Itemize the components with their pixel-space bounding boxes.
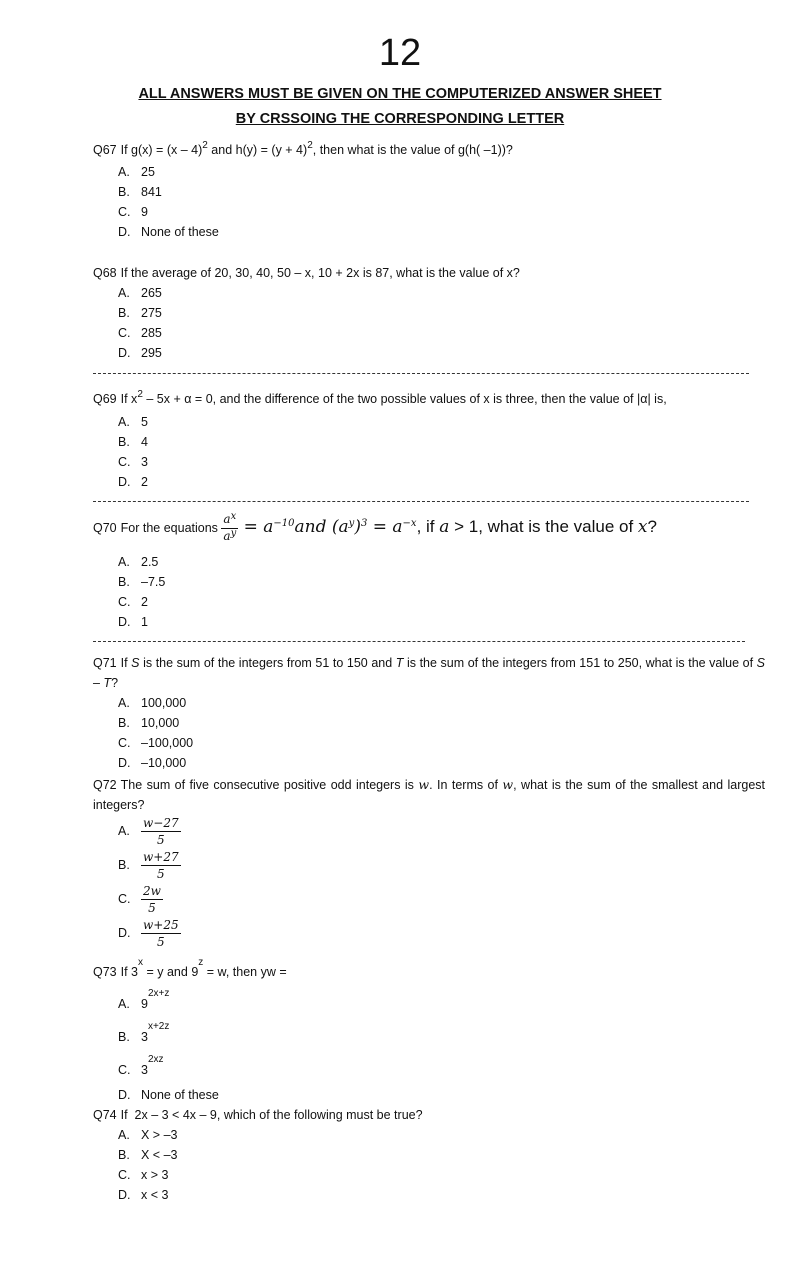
- question-text: , then what is the value of g(h( –1))?: [312, 143, 513, 157]
- question-text: If x: [120, 392, 138, 406]
- question-number: Q71: [93, 656, 117, 670]
- option-a[interactable]: [118, 988, 170, 1016]
- option-text: –10,000: [141, 756, 187, 770]
- option-letter: A.: [118, 555, 130, 569]
- exponent: 3: [360, 517, 368, 529]
- question-text: = w, then yw =: [203, 965, 287, 979]
- option-letter: C.: [118, 891, 131, 906]
- exponent: −10: [273, 517, 295, 529]
- question-text: = y and 9: [143, 965, 199, 979]
- fraction-numerator: w−27: [143, 816, 179, 830]
- question-text: If g(x) = (x – 4): [120, 143, 203, 157]
- option-d[interactable]: [118, 222, 219, 242]
- fraction: [141, 917, 181, 950]
- option-text: None of these: [141, 1088, 219, 1102]
- question-68: [93, 263, 765, 283]
- question-number: Q68: [93, 266, 117, 280]
- option-letter: C.: [118, 205, 131, 219]
- option-letter: A.: [118, 286, 130, 300]
- option-text: 295: [141, 346, 162, 360]
- exponent: 2: [137, 389, 143, 400]
- option-a[interactable]: [118, 412, 148, 432]
- question-text: is the sum of the integers from 51 to 150 and: [139, 656, 396, 670]
- option-text: 265: [141, 286, 162, 300]
- option-letter: D.: [118, 225, 131, 239]
- question-71: [93, 653, 765, 693]
- option-letter: D.: [118, 756, 131, 770]
- option-text: 841: [141, 185, 162, 199]
- option-letter: B.: [118, 1030, 130, 1044]
- question-number: Q69: [93, 392, 117, 406]
- fraction-numerator: w+27: [143, 850, 179, 864]
- question-text: If 3: [120, 965, 139, 979]
- question-number: Q67: [93, 143, 117, 157]
- exponent: y: [230, 528, 237, 539]
- option-text: 275: [141, 306, 162, 320]
- option-b[interactable]: [118, 849, 181, 882]
- fraction-denominator: 5: [141, 831, 181, 848]
- fraction-numerator: w+25: [143, 918, 179, 932]
- option-c[interactable]: [118, 883, 163, 916]
- option-text: X < –3: [141, 1148, 178, 1162]
- option-d[interactable]: [118, 753, 186, 773]
- option-text: 285: [141, 326, 162, 340]
- fraction-denominator: a: [223, 529, 231, 543]
- exponent: 2x+z: [147, 988, 170, 999]
- option-letter: C.: [118, 1063, 131, 1077]
- option-text: x < 3: [141, 1188, 169, 1202]
- option-text: –100,000: [141, 736, 194, 750]
- option-text: X > –3: [141, 1128, 178, 1142]
- option-letter: A.: [118, 415, 130, 429]
- fraction-numerator: a: [223, 512, 231, 526]
- question-text: and h(y) = (y + 4): [207, 143, 308, 157]
- fraction-denominator: 5: [141, 933, 181, 950]
- option-letter: D.: [118, 346, 131, 360]
- variable: w: [502, 777, 514, 792]
- equation-part: = a: [238, 516, 274, 537]
- instructions-line-1: ALL ANSWERS MUST BE GIVEN ON THE COMPUTERIZED ANSWER SHEET: [138, 86, 662, 102]
- option-text: x > 3: [141, 1168, 169, 1182]
- fraction: [141, 883, 163, 916]
- variable: x: [637, 516, 648, 537]
- question-text: If the average of 20, 30, 40, 50 – x, 10 + 2x is 87, what is the value of x?: [120, 266, 520, 280]
- question-text: For the equations: [120, 520, 218, 535]
- option-text: 2: [141, 475, 148, 489]
- equation-part: = a: [367, 516, 403, 537]
- option-d[interactable]: [118, 917, 181, 950]
- option-text: 100,000: [141, 696, 187, 710]
- question-number: Q72: [93, 778, 117, 792]
- option-c[interactable]: [118, 1165, 168, 1185]
- option-text: –7.5: [141, 575, 166, 589]
- question-text: > 1, what is the value of: [449, 516, 638, 536]
- expression: S – T: [93, 656, 765, 690]
- option-text: None of these: [141, 225, 219, 239]
- question-text: , what is the sum of the smallest and largest integers?: [93, 778, 765, 812]
- exponent: x: [138, 957, 144, 968]
- question-73: [93, 957, 765, 984]
- option-a[interactable]: [118, 1125, 178, 1145]
- option-b[interactable]: [118, 1021, 170, 1049]
- option-c[interactable]: [118, 733, 193, 753]
- option-letter: B.: [118, 1148, 130, 1162]
- exponent: z: [198, 957, 204, 968]
- option-letter: D.: [118, 925, 131, 940]
- option-d[interactable]: [118, 343, 162, 363]
- option-letter: D.: [118, 1188, 131, 1202]
- fraction-denominator: 5: [141, 899, 163, 916]
- variable: w: [418, 777, 430, 792]
- option-c[interactable]: [118, 202, 148, 222]
- exponent: −x: [402, 517, 417, 529]
- exponent: x: [230, 511, 237, 522]
- variable: a: [439, 516, 450, 537]
- option-b[interactable]: [118, 432, 148, 452]
- option-d[interactable]: [118, 472, 148, 492]
- option-letter: B.: [118, 185, 130, 199]
- option-a[interactable]: [118, 162, 155, 182]
- option-letter: C.: [118, 326, 131, 340]
- option-letter: C.: [118, 736, 131, 750]
- power-base: 3: [141, 1030, 148, 1044]
- question-number: Q74: [93, 1108, 117, 1122]
- option-text: 4: [141, 435, 148, 449]
- option-a[interactable]: [118, 815, 181, 848]
- option-b[interactable]: [118, 1145, 178, 1165]
- option-letter: D.: [118, 475, 131, 489]
- question-text: If: [120, 656, 132, 670]
- option-text: 1: [141, 615, 148, 629]
- option-letter: D.: [118, 1088, 131, 1102]
- dashed-separator: [93, 501, 749, 502]
- option-a[interactable]: [118, 693, 186, 713]
- option-c[interactable]: [118, 323, 162, 343]
- question-text: If 2x – 3 < 4x – 9, which of the following must be true?: [120, 1108, 423, 1122]
- option-text: 2.5: [141, 555, 159, 569]
- option-letter: A.: [118, 696, 130, 710]
- option-text: 25: [141, 165, 155, 179]
- option-letter: A.: [118, 165, 130, 179]
- option-c[interactable]: [118, 452, 148, 472]
- exponent: 2: [307, 140, 313, 151]
- exponent: 2xz: [147, 1054, 164, 1065]
- question-text: – 5x + α = 0, and the difference of the two possible values of x is three, then the value of |α| is,: [142, 392, 667, 406]
- instructions-line-2: BY CRSSOING THE CORRESPONDING LETTER: [235, 111, 565, 127]
- option-d[interactable]: [118, 1185, 168, 1205]
- variable: S: [131, 656, 140, 670]
- option-letter: B.: [118, 857, 130, 872]
- option-b[interactable]: [118, 713, 179, 733]
- fraction: [141, 849, 181, 882]
- option-text: 10,000: [141, 716, 180, 730]
- option-letter: B.: [118, 306, 130, 320]
- option-letter: C.: [118, 1168, 131, 1182]
- option-letter: C.: [118, 455, 131, 469]
- option-letter: A.: [118, 823, 130, 838]
- option-c[interactable]: [118, 1054, 164, 1082]
- power-base: 3: [141, 1063, 148, 1077]
- option-letter: B.: [118, 575, 130, 589]
- option-letter: A.: [118, 997, 130, 1011]
- question-number: Q73: [93, 965, 117, 979]
- question-text: The sum of five consecutive positive odd integers is: [120, 778, 419, 792]
- option-letter: A.: [118, 1128, 130, 1142]
- option-text: 9: [141, 205, 148, 219]
- option-a[interactable]: [118, 552, 158, 572]
- page-number: 12: [378, 32, 422, 74]
- question-text: . In terms of: [429, 778, 503, 792]
- question-number: Q70: [93, 520, 117, 535]
- option-text: 3: [141, 455, 148, 469]
- fraction-denominator: 5: [141, 865, 181, 882]
- option-letter: B.: [118, 435, 130, 449]
- option-letter: C.: [118, 595, 131, 609]
- question-text: ?: [111, 676, 119, 690]
- question-70: [93, 512, 765, 545]
- exponent: y: [348, 517, 355, 529]
- option-letter: D.: [118, 615, 131, 629]
- dashed-separator: [93, 641, 745, 642]
- option-text: 5: [141, 415, 148, 429]
- question-text: ?: [647, 516, 657, 536]
- exponent: x+2z: [147, 1021, 170, 1032]
- equation-fraction: [221, 512, 238, 545]
- question-74: [93, 1105, 765, 1125]
- question-69: [93, 389, 765, 411]
- option-b[interactable]: [118, 572, 165, 592]
- power-base: 9: [141, 997, 148, 1011]
- option-c[interactable]: [118, 592, 148, 612]
- question-text: , if: [416, 516, 440, 536]
- option-b[interactable]: [118, 303, 162, 323]
- option-d[interactable]: [118, 612, 148, 632]
- option-a[interactable]: [118, 283, 162, 303]
- option-text: 2: [141, 595, 148, 609]
- option-d[interactable]: [118, 1085, 219, 1105]
- fraction: [141, 815, 181, 848]
- exponent: 2: [202, 140, 208, 151]
- equation-part: and (a: [294, 516, 349, 537]
- question-67: [93, 140, 765, 162]
- option-letter: B.: [118, 716, 130, 730]
- fraction-numerator: 2w: [143, 884, 161, 898]
- dashed-separator: [93, 373, 749, 374]
- option-b[interactable]: [118, 182, 162, 202]
- variable: T: [395, 656, 404, 670]
- question-72: [93, 775, 765, 815]
- equation-part: ): [354, 516, 361, 537]
- question-text: is the sum of the integers from 151 to 250, what is the value of: [403, 656, 757, 670]
